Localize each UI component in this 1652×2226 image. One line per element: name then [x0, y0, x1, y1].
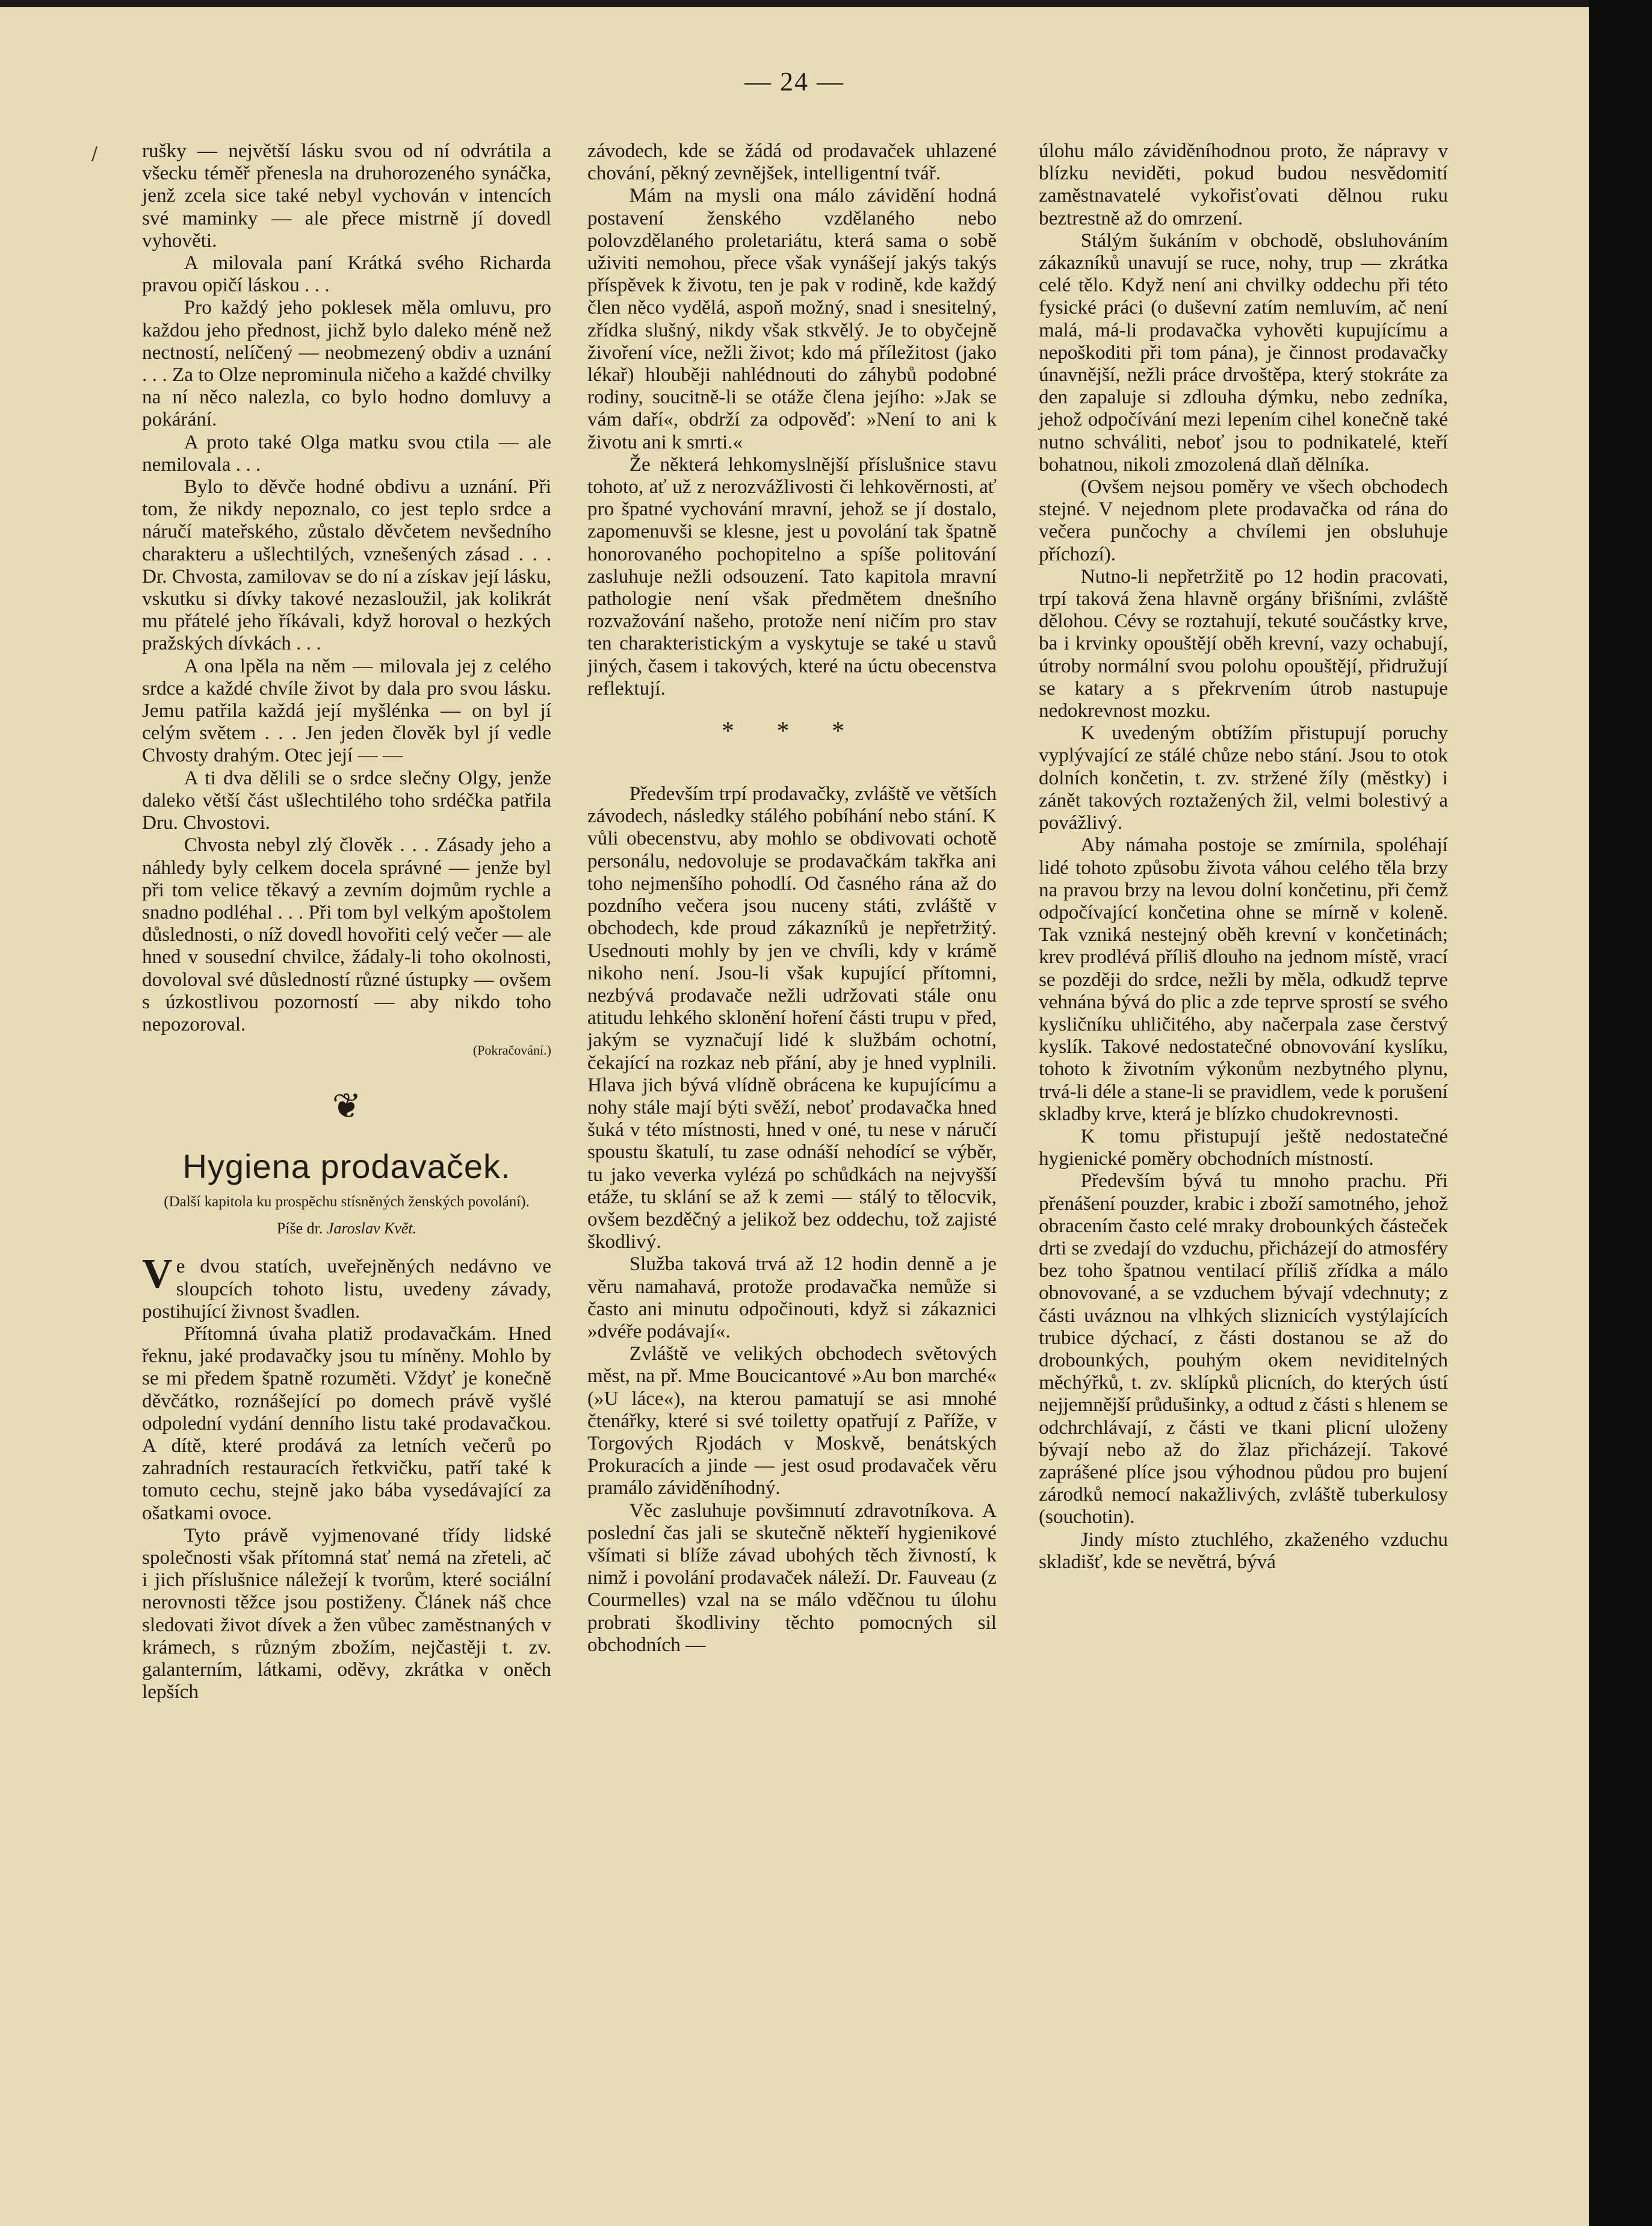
paragraph: Věc zasluhuje povšimnutí zdravotníkova. A poslední čas jali se skutečně někteří hygienikové všímati si blíže závad ubohých těch živností, k nimž i povolání prodavaček náleží. Dr. Fauveau (z Courmelles) vzal na se málo vděčnou tu úlohu probrati škodliviny těchto pomocných sil obchodních —: [587, 1499, 997, 1656]
column-1: [142, 140, 551, 1703]
drop-cap: V: [142, 1251, 173, 1298]
article-first-paragraph: [142, 1251, 551, 1322]
author-name: Jaroslav Květ.: [326, 1220, 417, 1238]
paragraph: Zvláště ve velikých obchodech světových měst, na př. Mme Boucicantové »Au bon marché« (»U láce«), na kterou pamatují se asi mnohé čtenářky, které si své toiletty opatřují z Paříže, v Torgových Rjodách v Moskvě, benátských Prokuracích a jinde — jest osud prodavaček věru pramálo záviděníhodný.: [587, 1342, 997, 1499]
paragraph: (Ovšem nejsou poměry ve všech obchodech stejné. V nejednom plete prodavačka od rána do večera punčochy a chvílemi jen obsluhuje příchozí).: [1039, 476, 1448, 565]
column-3: [1039, 140, 1448, 1573]
author-prefix: Píše dr.: [276, 1220, 323, 1238]
paragraph: Chvosta nebyl zlý člověk . . . Zásady jeho a náhledy byly celkem docela správné — jenže byl při tom velice těkavý a zevním dojmům rychle a snadno podléhal . . . Při tom byl velkým apoštolem důslednosti, o níž dovedl hovořiti celý večer — ale hned v sousední chvilce, žádaly-li toho okolnosti, dovoloval své důsledností různé ústupky — ovšem s úzkostlivou pozorností — aby nikdo toho nepozoroval.: [142, 834, 551, 1035]
paragraph: A ti dva dělili se o srdce slečny Olgy, jenže daleko větší část ušlechtilého toho srdéčka patřila Dru. Chvostovi.: [142, 766, 551, 834]
article-subtitle: (Další kapitola ku prospěchu stísněných ženských povolání).: [164, 1194, 530, 1211]
paragraph: K tomu přistupují ještě nedostatečné hygienické poměry obchodních místností.: [1039, 1124, 1448, 1170]
paragraph: A proto také Olga matku svou ctila — ale nemilovala . . .: [142, 430, 551, 476]
section-stars: * * *: [722, 718, 862, 746]
margin-mark: /: [91, 143, 98, 164]
paragraph: Aby námaha postoje se zmírnila, spoléhají lidé tohoto způsobu života váhou celého těla brzy na pravou brzy na levou dolní končetinu, při čemž odpočívající končetina ohne se mírně v koleně. Tak vzniká nestejný oběh krevní v končetinách; krev prodlévá příliš dlouho na jednom místě, vrací se později do srdce, nežli by měla, odkudž teprve vehnána bývá do plic a zde teprve sprostí se svého kysličníku uhličitého, aby načerpala zase čerstvý kyslík. Takové nedostatečné obnovování kyslíku, tohoto k životním výkonům nezbytného plynu, trvá-li déle a stane-li se pravidlem, vede k porušení skladby krve, která je blízko chudokrevnosti.: [1039, 834, 1448, 1125]
article-title: Hygiena prodavaček.: [182, 1147, 511, 1186]
paragraph: A ona lpěla na něm — milovala jej z celého srdce a každé chvíle život by dala pro svou lásku. Jemu patřila každá její myšlénka — on byl jí celým světem . . . Jen jeden člověk byl jí vedle Chvosty drahým. Otec její — —: [142, 654, 551, 767]
paragraph: Pro každý jeho poklesek měla omluvu, pro každou jeho přednost, jichž bylo daleko méně než nectností, nelíčený — neobmezený obdiv a uznání . . . Za to Olze neprominula ničeho a každé chvilky na ní něco nalezla, co bylo hodno domluvy a pokárání.: [142, 296, 551, 431]
page-number: — 24 —: [744, 67, 844, 96]
paragraph: úlohu málo záviděníhodnou proto, že nápravy v blízku neviděti, pokud budou nesvědomití zaměstnavatelé vykořisťovati dělnou ruku beztrestně až do omrzení.: [1039, 140, 1448, 229]
paragraph: A milovala paní Krátká svého Richarda pravou opičí láskou . . .: [142, 252, 551, 297]
paragraph: Přítomná úvaha platiž prodavačkám. Hned řeknu, jaké prodavačky jsou tu míněny. Mohlo by se mi předem špatně rozuměti. Vždyť je konečně děvčátko, roznášející po domech právě vyšlé odpolední vydání denního listu také prodavačkou. A dítě, které prodává za letních večerů po zahradních restauracích řetkvičku, patří také k tomuto cechu, stejně jako bába vysedávající za ošatkami ovoce.: [142, 1322, 551, 1524]
dark-scan-edge: [1589, 0, 1652, 2226]
paragraph: Stálým šukáním v obchodě, obsluhováním zákazníků unavují se ruce, nohy, trup — zkrátka celé tělo. Když není ani chvilky oddechu při této fysické práci (o duševní zatím nemluvím, ač není malá, má-li prodavačka vyhověti kupujícímu a nepoškoditi při tom pána), je činnost prodavačky únavnější, nežli práce drvoštěpa, který stokráte za den zapaluje si zdlouha dýmku, nebo zedníka, jehož odpočívání mezi lepením cihel konečně také nutno schváliti, neboť jsou to podnikatelé, kteří bohatnou, nikoli zmozolená dlaň dělníka.: [1039, 229, 1448, 476]
paragraph: závodech, kde se žádá od prodavaček uhlazené chování, pěkný zevnějšek, intelligentní tvář.: [587, 140, 997, 185]
paragraph-text: e dvou statích, uveřejněných nedávno ve sloupcích tohoto listu, uvedeny závady, postihující živnost švadlen.: [142, 1255, 551, 1322]
paragraph: rušky — největší lásku svou od ní odvrátila a všecku téměř přenesla na druhorozeného synáčka, jenž zcela sice také nebyl vychován v intencích své maminky — ale přece mistrně jí dovedl vyhověti.: [142, 140, 551, 252]
paragraph: Služba taková trvá až 12 hodin denně a je věru namahavá, protože prodavačka nemůže si často ani minutu odpočinouti, když si zákaznici »dvéře podávají«.: [587, 1253, 997, 1342]
paragraph: Že některá lehkomyslnější příslušnice stavu tohoto, ať už z nerozvážlivosti či lehkověrnosti, ať pro špatné vychování mravní, jehož se jí dostalo, zapomenuvši se klesne, jest u povolání tak špatně honorovaného pochopitelno a spíše politování zasluhuje nežli odsouzení. Tato kapitola mravní pathologie není však předmětem dnešního rozvažování našeho, protože není ničím pro stav ten charakteristickým a vyskytuje se také u stavů jiných, časem i takových, které na úctu obecenstva reflektují.: [587, 453, 997, 699]
paragraph: Především bývá tu mnoho prachu. Při přenášení pouzder, krabic i zboží samotného, jehož obracením často celé mraky drobounkých částeček drti se zvedají do vzduchu, přicházejí do atmosféry bez toho špatnou ventilací příliš zřídka a málo obnovované, a se vzduchem bývají vdechnuty; z části uváznou na vlhkých sliznicích vystýlajících trubice dýchací, z části dostanou se až do drobounkých, pouhým okem neviditelných měchýřků, t. zv. sklípků plicních, do kterých ústí nejjemnější průdušinky, a odtud z části s hlenem se odchrchlávají, z části ve tkani plicní uloženy bývají nebo až do žlaz přicházejí. Takové zaprášené plíce jsou výhodnou půdou pro bujení zárodků nemocí nakažlivých, zvláště tuberkulosy (souchotin).: [1039, 1170, 1448, 1528]
paragraph: Mám na mysli ona málo závidění hodná postavení ženského vzdělaného nebo polovzdělaného proletariátu, která sama o sobě uživiti nemohou, přece však vynášejí jakýs takýs příspěvek k životu, ten je pak v rodině, kde každý člen něco vydělá, aspoň možný, snad i snesitelný, zřídka slušný, nikdy však stkvělý. Je to obyčejně živoření více, nežli život; kdo má příležitost (jako lékař) hlouběji nahlédnouti do záhybů podobné rodiny, soucitně-li se otáže člena jejího: »Jak se vám daří«, obdrží za odpověď: »Není to ani k životu ani k smrti.«: [587, 184, 997, 453]
continued-note: (Pokračování.): [472, 1043, 551, 1058]
paragraph: Především trpí prodavačky, zvláště ve větších závodech, následky stálého pobíhání nebo stání. K vůli obecenstvu, aby mohlo se obdivovati ochotě personálu, nedovoluje se prodavačkám takřka ani toho nejmenšího pohodlí. Od časného rána až do pozdního večera jsou nuceny státi, zvláště v obchodech, kde proud zákazníků je nepřetržitý. Usednouti mohly by jen ve chvíli, kdy v krámě nikoho není. Jsou-li však kupující přítomni, nezbývá prodavače nežli udržovati stále onu atitudu lehkého sklonění hoření části trupu v před, jakým se vyznačují lidé k službám ochotní, čekající na rozkaz neb přání, aby je hned vyplnili. Hlava jich bývá vlídně obrácena ke kupujícímu a nohy stále mají býti svěží, neboť prodavačka hned šuká v této místnosti, hned v oné, tu nese v náručí spoustu škatulí, tu zase odnáší nehodící se výběr, tu jako veverka vylézá po schůdkách na nejvyšší etáže, tu sklání se až k zemi — stálý to tělocvik, ovšem bezděčný a jelikož bez oddechu, tož zajisté škodlivý.: [587, 783, 997, 1253]
paragraph: Nutno-li nepřetržitě po 12 hodin pracovati, trpí taková žena hlavně orgány břišními, zvláště dělohou. Cévy se roztahují, tekuté součástky krve, ba i krvinky opouštějí oběh krevní, vazy ochabují, útroby normální svou polohu opouštějí, přidružují se katary a s překrvením útrob nastupuje nedokrevnost mozku.: [1039, 565, 1448, 722]
paragraph: K uvedeným obtížím přistupují poruchy vyplývající ze stálé chůze nebo stání. Jsou to otok dolních končetin, t. zv. stržené žíly (městky) i zánět takových roztažených žil, velmi bolestivý a povážlivý.: [1039, 722, 1448, 834]
paragraph: Tyto právě vyjmenované třídy lidské společnosti však přítomná stať nemá na zřeteli, ač i jich příslušnice náležejí k tvorům, které sociální nerovnosti těžce jsou postiženy. Článek náš chce sledovati život dívek a žen vůbec zaměstnaných v krámech, s různým zbožím, nejčastěji t. zv. galanterním, látkami, oděvy, zkrátka v oněch lepších: [142, 1524, 551, 1704]
page-sheet: [0, 7, 1589, 2226]
column-2: [587, 140, 997, 1656]
paragraph: Jindy místo ztuchlého, zkaženého vzduchu skladišť, kde se nevětrá, bývá: [1039, 1528, 1448, 1573]
article-author: [142, 1219, 551, 1238]
ornament-divider: ❦: [332, 1087, 362, 1126]
paragraph: Bylo to děvče hodné obdivu a uznání. Při tom, že nikdy nepoznalo, co jest teplo srdce a náručí mateřského, zůstalo děvčetem nevšedního charakteru a ušlechtilých, vznešených zásad . . . Dr. Chvosta, zamilovav se do ní a získav její lásku, vskutku si dívky takové nezasloužil, jak kolikrát mu přátelé jeho říkávali, když horoval o hezkých pražských dívkách . . .: [142, 476, 551, 655]
